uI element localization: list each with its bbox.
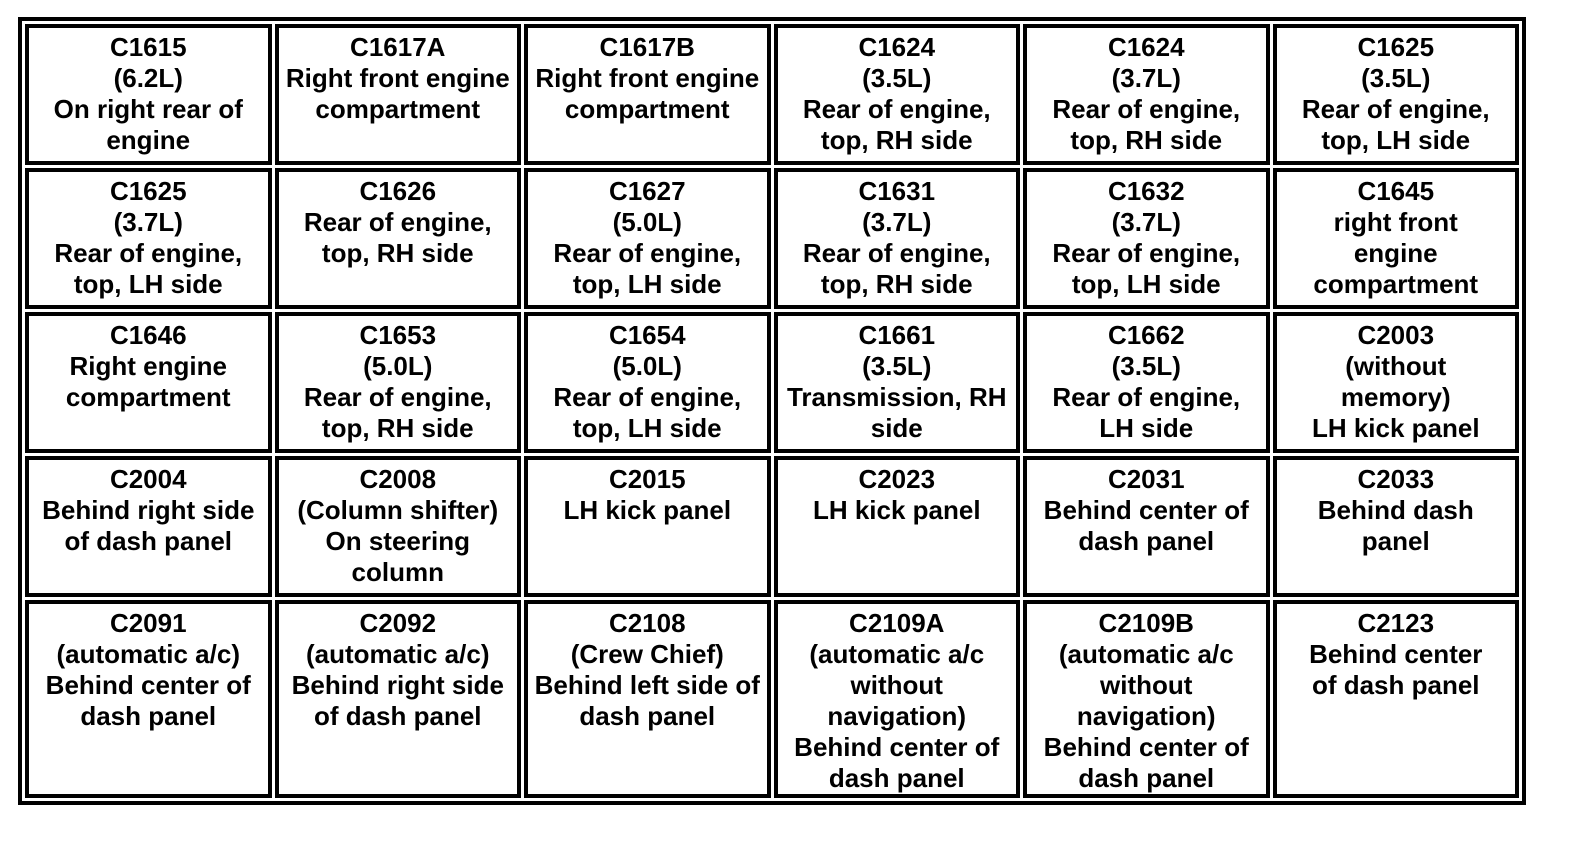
connector-location-text: Behind center of <box>1043 732 1249 762</box>
connector-location-text: (3.5L) <box>1111 351 1181 381</box>
connector-id: C1627 <box>608 176 686 206</box>
connector-location-text: memory) <box>1340 382 1451 412</box>
connector-location-text: (automatic a/c <box>809 639 985 669</box>
connector-id: C2015 <box>608 464 686 494</box>
connector-location-text: compartment <box>315 94 481 124</box>
connector-location-text: (3.7L) <box>1111 63 1181 93</box>
connector-location-text: (3.7L) <box>862 207 932 237</box>
connector-location-text: dash panel <box>80 701 217 731</box>
connector-location-text: Rear of engine, <box>1052 238 1241 268</box>
connector-location-text: (automatic a/c <box>1058 639 1234 669</box>
connector-location-text: Behind center <box>1309 639 1483 669</box>
connector-location-text: Behind dash <box>1317 495 1474 525</box>
connector-location-text: side <box>870 413 923 443</box>
connector-cell <box>1023 600 1270 798</box>
connector-location-text: engine <box>1353 238 1438 268</box>
connector-id: C1653 <box>359 320 437 350</box>
connector-id: C1626 <box>359 176 437 206</box>
connector-location-text: compartment <box>564 94 730 124</box>
connector-id: C2091 <box>109 608 187 638</box>
connector-location-text: Rear of engine, <box>303 382 492 412</box>
connector-location-text: Rear of engine, <box>1301 94 1490 124</box>
connector-id: C2004 <box>109 464 187 494</box>
connector-location-text: top, LH side <box>73 269 223 299</box>
connector-location-text: top, RH side <box>321 413 474 443</box>
connector-cell <box>275 456 522 597</box>
connector-id: C2008 <box>359 464 437 494</box>
connector-location-text: (5.0L) <box>612 351 682 381</box>
connector-cell <box>275 312 522 453</box>
connector-location-text: of dash panel <box>313 701 482 731</box>
connector-location-text: Rear of engine, <box>1052 94 1241 124</box>
connector-cell <box>774 168 1021 309</box>
connector-location-text: navigation) <box>1076 701 1216 731</box>
connector-location-text: LH kick panel <box>563 495 732 525</box>
connector-location-text: top, RH side <box>820 125 973 155</box>
connector-location-text: Rear of engine, <box>553 382 742 412</box>
connector-location-text: Rear of engine, <box>303 207 492 237</box>
connector-cell <box>524 312 771 453</box>
connector-location-text: (5.0L) <box>612 207 682 237</box>
connector-cell <box>1273 456 1520 597</box>
connector-id: C1632 <box>1107 176 1185 206</box>
connector-cell <box>1023 168 1270 309</box>
connector-location-text: (3.7L) <box>1111 207 1181 237</box>
connector-location-text: On right rear of <box>53 94 243 124</box>
connector-location-text: top, RH side <box>321 238 474 268</box>
connector-id: C2109A <box>849 608 945 638</box>
connector-location-text: (Column shifter) <box>297 495 499 525</box>
connector-id: C1624 <box>1107 32 1185 62</box>
connector-cell <box>1023 456 1270 597</box>
connector-location-text: (3.5L) <box>862 351 932 381</box>
connector-cell <box>25 312 272 453</box>
connector-cell <box>25 24 272 165</box>
connector-cell <box>774 312 1021 453</box>
connector-location-text: Right front engine <box>535 63 760 93</box>
connector-location-text: (3.7L) <box>113 207 183 237</box>
connector-location-text: LH kick panel <box>812 495 981 525</box>
connector-location-text: Behind left side of <box>534 670 760 700</box>
connector-location-text: (6.2L) <box>113 63 183 93</box>
connector-location-text: dash panel <box>579 701 716 731</box>
connector-location-text: (automatic a/c) <box>306 639 490 669</box>
connector-cell <box>1273 168 1520 309</box>
connector-location-text: (automatic a/c) <box>56 639 240 669</box>
connector-id: C2031 <box>1107 464 1185 494</box>
connector-id: C1625 <box>1357 32 1435 62</box>
connector-location-text: dash panel <box>828 763 965 793</box>
connector-cell <box>524 168 771 309</box>
connector-location-text: (3.5L) <box>862 63 932 93</box>
connector-location-text: panel <box>1361 526 1430 556</box>
connector-location-text: top, RH side <box>1070 125 1223 155</box>
connector-location-text: of dash panel <box>1311 670 1480 700</box>
connector-location-text: without <box>850 670 943 700</box>
connector-location-text: of dash panel <box>64 526 233 556</box>
connector-cell <box>275 600 522 798</box>
connector-location-text: without <box>1100 670 1193 700</box>
connector-location-text: Behind right side <box>42 495 255 525</box>
connector-location-text: (5.0L) <box>363 351 433 381</box>
connector-location-text: compartment <box>65 382 231 412</box>
connector-location-text: Behind right side <box>291 670 504 700</box>
connector-location-text: Rear of engine, <box>1052 382 1241 412</box>
connector-id: C2123 <box>1357 608 1435 638</box>
connector-cell <box>1023 312 1270 453</box>
connector-location-text: compartment <box>1313 269 1479 299</box>
connector-id: C1624 <box>858 32 936 62</box>
connector-location-text: (Crew Chief) <box>570 639 724 669</box>
connector-location-text: top, LH side <box>1321 125 1471 155</box>
connector-cell <box>524 24 771 165</box>
connector-location-text: Right engine <box>69 351 227 381</box>
connector-id: C2108 <box>608 608 686 638</box>
connector-id: C2109B <box>1098 608 1194 638</box>
connector-location-text: dash panel <box>1078 763 1215 793</box>
connector-location-text: Rear of engine, <box>54 238 243 268</box>
connector-location-text: right front <box>1333 207 1458 237</box>
connector-id: C1662 <box>1107 320 1185 350</box>
connector-id: C1615 <box>109 32 187 62</box>
connector-cell <box>524 600 771 798</box>
connector-location-text: Rear of engine, <box>802 238 991 268</box>
connector-location-text: (3.5L) <box>1361 63 1431 93</box>
connector-location-text: (without <box>1345 351 1447 381</box>
connector-cell <box>275 24 522 165</box>
connector-location-text: Rear of engine, <box>553 238 742 268</box>
connector-location-text: Behind center of <box>1043 495 1249 525</box>
connector-id: C1645 <box>1357 176 1435 206</box>
connector-location-text: navigation) <box>827 701 967 731</box>
connector-location-text: On steering <box>325 526 470 556</box>
connector-cell <box>275 168 522 309</box>
connector-cell <box>774 24 1021 165</box>
connector-location-text: engine <box>106 125 191 155</box>
connector-id: C1661 <box>858 320 936 350</box>
connector-id: C1654 <box>608 320 686 350</box>
connector-cell <box>774 600 1021 798</box>
connector-id: C1617A <box>350 32 446 62</box>
connector-cell <box>1273 24 1520 165</box>
connector-location-text: LH side <box>1099 413 1194 443</box>
connector-location-text: column <box>351 557 444 587</box>
connector-location-text: Right front engine <box>285 63 510 93</box>
connector-id: C1646 <box>109 320 187 350</box>
connector-location-text: Behind center of <box>794 732 1000 762</box>
connector-id: C1625 <box>109 176 187 206</box>
connector-location-text: top, LH side <box>572 413 722 443</box>
connector-location-text: Behind center of <box>45 670 251 700</box>
connector-id: C1617B <box>599 32 695 62</box>
connector-location-text: Rear of engine, <box>802 94 991 124</box>
connector-location-text: LH kick panel <box>1311 413 1480 443</box>
connector-cell <box>1273 600 1520 798</box>
connector-cell <box>25 456 272 597</box>
connector-location-text: dash panel <box>1078 526 1215 556</box>
connector-cell <box>1023 24 1270 165</box>
connector-location-text: top, RH side <box>820 269 973 299</box>
connector-location-text: Transmission, RH <box>786 382 1007 412</box>
connector-id: C2092 <box>359 608 437 638</box>
connector-id: C2003 <box>1357 320 1435 350</box>
connector-cell <box>1273 312 1520 453</box>
connector-location-text: top, LH side <box>1071 269 1221 299</box>
connector-cell <box>25 168 272 309</box>
connector-cell <box>25 600 272 798</box>
connector-location-table <box>18 17 1526 805</box>
connector-id: C2023 <box>858 464 936 494</box>
connector-cell <box>774 456 1021 597</box>
connector-location-text: top, LH side <box>572 269 722 299</box>
connector-id: C2033 <box>1357 464 1435 494</box>
connector-grid <box>25 24 1519 798</box>
connector-id: C1631 <box>858 176 936 206</box>
connector-cell <box>524 456 771 597</box>
